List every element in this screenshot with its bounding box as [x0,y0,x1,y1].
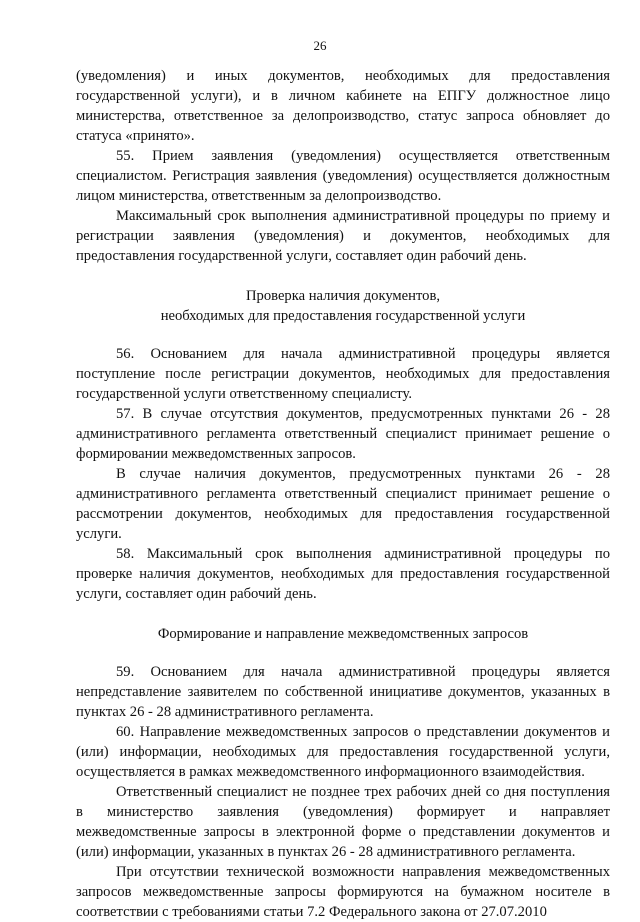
paragraph-57-alt: В случае наличия документов, предусмотренных пунктами 26 - 28 административного регламента ответственный специалист принимает решение о рассмотрении документов, необходимых для предоставления государственной услуги. [76,466,610,542]
paragraph-57: 57. В случае отсутствия документов, предусмотренных пунктами 26 - 28 административного регламента ответственный специалист принимает решение о формировании межведомственных запросов. [76,406,610,462]
spacer [76,604,610,624]
heading-line-2: необходимых для предоставления государственной услуги [160,308,526,324]
paragraph-58: 58. Максимальный срок выполнения административной процедуры по проверке наличия документов, необходимых для предоставления государственной услуги, составляет один рабочий день. [76,546,610,602]
document-body [76,66,610,922]
paragraph-60-specialist: Ответственный специалист не позднее трех рабочих дней со дня поступления в министерство заявления (уведомления) формирует и направляет межведомственные запросы в электронной форме о представлении документов и (или) информации, указанных в пунктах 26 - 28 административного регламента. [76,784,610,860]
spacer [76,326,610,344]
paragraph-59: 59. Основанием для начала административной процедуры является непредставление заявителем по собственной инициативе документов, указанных в пунктах 26 - 28 административного регламента. [76,664,610,720]
paragraph-continuation: (уведомления) и иных документов, необходимых для предоставления государственной услуги), и в личном кабинете на ЕПГУ должностное лицо министерства, ответственное за делопроизводство, статус запроса обновляет до статуса «принято». [76,68,610,144]
section-heading-interagency-requests: Формирование и направление межведомственных запросов [157,626,529,642]
spacer [76,644,610,662]
page-number: 26 [313,38,327,53]
paragraph-56: 56. Основанием для начала административной процедуры является поступление после регистрации документов, необходимых для предоставления государственной услуги ответственному специалисту. [76,346,610,402]
section-heading-document-check [76,286,610,326]
paragraph-55-deadline: Максимальный срок выполнения административной процедуры по приему и регистрации заявления (уведомления) и документов, необходимых для предоставления государственной услуги, составляет один рабочий день. [76,208,610,264]
spacer [76,266,610,286]
paragraph-60: 60. Направление межведомственных запросов о представлении документов и (или) информации, необходимых для предоставления государственной услуги, осуществляется в рамках межведомственного информационного взаимодействия. [76,724,610,780]
paragraph-55: 55. Прием заявления (уведомления) осуществляется ответственным специалистом. Регистрация заявления (уведомления) осуществляется должностным лицом министерства, ответственным за делопроизводство. [76,148,610,204]
heading-line-1: Проверка наличия документов, [246,288,440,304]
paragraph-60-paper: При отсутствии технической возможности направления межведомственных запросов межведомственные запросы формируются на бумажном носителе в соответствии с требованиями статьи 7.2 Федерального закона от 27.07.2010 [76,864,610,920]
